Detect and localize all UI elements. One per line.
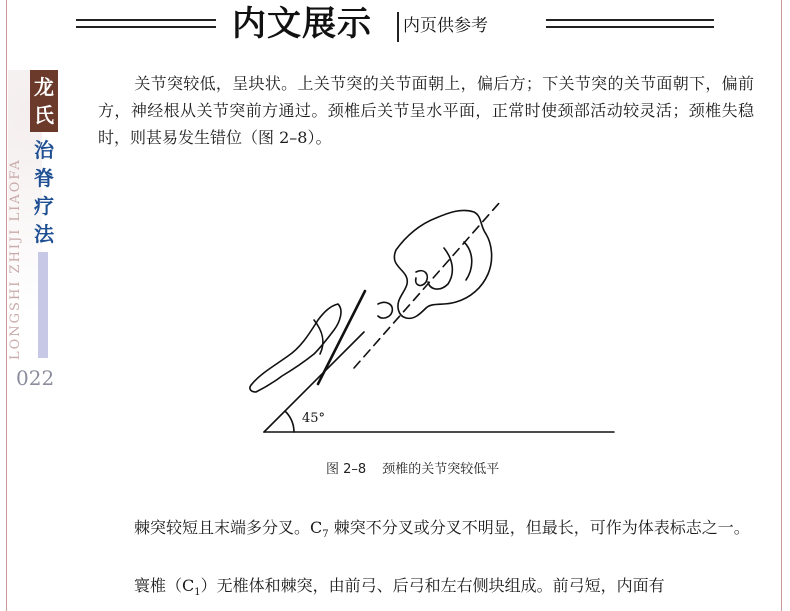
banner-rule-left-2 <box>76 26 216 28</box>
page-border-left <box>6 0 7 611</box>
sidebar-brand-char: 氏 <box>34 103 54 127</box>
banner-subtitle: 内页供参考 <box>403 16 488 36</box>
figure-axis-dashed <box>354 202 500 368</box>
sidebar-title-char: 脊 <box>34 166 54 190</box>
banner-separator <box>397 12 399 42</box>
sidebar-brand-char: 龙 <box>34 75 54 99</box>
banner-rule-right <box>546 19 714 21</box>
figure-facet-curve-3 <box>464 242 472 280</box>
sidebar-title-char: 疗 <box>34 194 54 218</box>
figure-facet-joint <box>378 302 392 318</box>
figure-caption-text: 颈椎的关节突较低平 <box>382 462 500 477</box>
paragraph-3-text-a: 寰椎（C <box>134 576 195 595</box>
figure-caption-number: 图 2–8 <box>326 462 367 477</box>
paragraph-2 <box>98 514 754 548</box>
figure-lower-vertebra <box>250 304 341 392</box>
page-border-right <box>781 0 782 611</box>
sidebar-brand-block <box>30 70 58 132</box>
paragraph-3-subscript: 1 <box>194 587 201 599</box>
cervical-facet-figure <box>230 188 630 438</box>
figure-upper-vertebra <box>394 210 491 318</box>
banner-title: 内文展示 <box>232 4 372 44</box>
sidebar-title-char: 治 <box>34 138 54 162</box>
paragraph-1 <box>98 70 754 151</box>
paragraph-3 <box>98 572 754 606</box>
paragraph-1-text: 关节突较低，呈块状。上关节突的关节面朝上，偏后方；下关节突的关节面朝下，偏前方，神经根从关节突前方通过。颈椎后关节呈水平面，正常时使颈部活动较灵活；颈椎失稳时，则甚易发生错位（图 2–8）。 <box>98 74 754 147</box>
figure-angle-arc <box>285 411 294 432</box>
figure-facet-curve-1 <box>416 271 428 286</box>
paragraph-2-text-b: 棘突不分叉或分叉不明显，但最长，可作为体表标志之一。 <box>328 518 750 537</box>
banner-rule-left <box>76 19 216 21</box>
paragraph-3-text-b: ）无椎体和棘突，由前弓、后弓和左右侧块组成。前弓短，内面有 <box>200 576 665 595</box>
figure-facet-curve-2 <box>428 248 452 289</box>
figure-caption <box>326 458 499 477</box>
sidebar-accent-bar <box>38 252 48 358</box>
page-number: 022 <box>16 366 55 390</box>
banner-rule-right-2 <box>546 26 714 28</box>
sidebar-pinyin: LONGSHI ZHIJI LIAOFA <box>8 158 23 360</box>
paragraph-2-subscript: 7 <box>322 529 329 541</box>
figure-angle-label: 45° <box>302 411 326 426</box>
sidebar-title-char: 法 <box>34 222 54 246</box>
paragraph-2-text-a: 棘突较短且末端多分叉。C <box>134 518 323 537</box>
sidebar-title-block <box>30 136 58 246</box>
